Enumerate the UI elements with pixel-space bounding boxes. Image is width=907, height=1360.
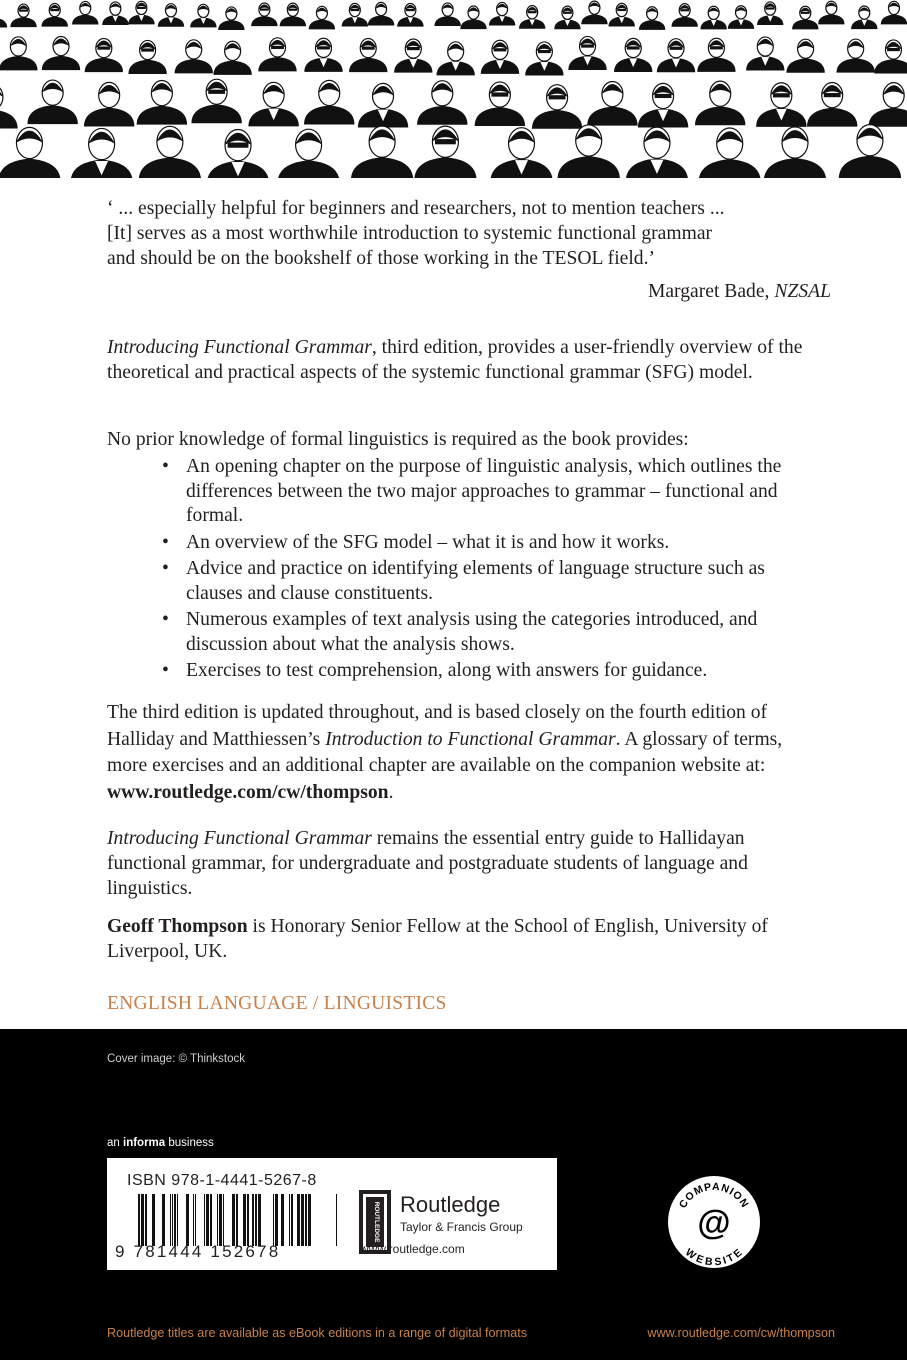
publisher-url[interactable]: www.routledge.com: [360, 1242, 465, 1256]
logo-vertical-text: ROUTLEDGE: [373, 1201, 380, 1243]
companion-url[interactable]: www.routledge.com/cw/thompson: [647, 1326, 835, 1340]
list-item-text: An overview of the SFG model – what it is and how it works.: [186, 531, 670, 553]
book-description: [107, 335, 827, 385]
publisher-name: Routledge: [400, 1192, 501, 1217]
quote-author: Margaret Bade,: [647, 281, 770, 302]
isbn-label: ISBN 978-1-4441-5267-8: [127, 1172, 317, 1189]
svg-text:@: @: [697, 1204, 731, 1242]
author-bio: [107, 914, 827, 964]
publisher-group: Taylor & Francis Group: [400, 1220, 523, 1234]
list-item: [160, 659, 820, 684]
footer-panel: [0, 1029, 907, 1360]
edition-text-c: .: [388, 781, 394, 803]
list-item: [160, 455, 820, 529]
ebook-note: Routledge titles are available as eBook editions in a range of digital formats: [107, 1326, 528, 1340]
summary-text: remains the essential entry guide to Hallidayan functional grammar, for undergraduate and postgraduate students of language and linguistics.: [107, 828, 748, 899]
summary-title-italic: Introducing Functional Grammar: [107, 828, 372, 849]
edition-note: [107, 700, 827, 806]
author-name: Geoff Thompson: [107, 916, 248, 937]
companion-website-at-icon: [666, 1174, 762, 1270]
edition-text-a: The third edition is updated throughout, and is based closely on the fourth edition of Halliday and Matthiessen’s: [107, 702, 768, 750]
book-title-italic: Introducing Functional Grammar: [107, 337, 372, 358]
quote-attribution: [648, 281, 831, 303]
list-item-text: Exercises to test comprehension, along with answers for guidance.: [186, 660, 708, 681]
badge-top-text: COMPANION: [676, 1180, 752, 1211]
barcode-number: 9 781444 152678: [115, 1242, 281, 1261]
list-item-text: An opening chapter on the purpose of linguistic analysis, which outlines the differences between the two major approaches to grammar – functional and formal.: [186, 456, 782, 526]
summary-paragraph: [107, 826, 827, 901]
subject-category: ENGLISH LANGUAGE / LINGUISTICS: [107, 993, 447, 1014]
review-quote: [107, 196, 827, 271]
features-intro: No prior knowledge of formal linguistics is required as the book provides:: [107, 429, 689, 450]
badge-bottom-text: WEBSITE: [682, 1246, 746, 1269]
barcode-icon: [125, 1194, 340, 1246]
quote-source: NZSAL: [774, 281, 831, 302]
reference-title-italic: Introduction to Functional Grammar: [325, 728, 616, 750]
list-item-text: Numerous examples of text analysis using the categories introduced, and discussion about what the analysis shows.: [186, 609, 758, 655]
informa-prefix: an: [107, 1137, 123, 1149]
list-item: [160, 608, 820, 657]
bullet-icon: •: [162, 456, 169, 477]
quote-line: [It] serves as a most worthwhile introduction to systemic functional grammar: [107, 223, 713, 244]
author-bio-text: is Honorary Senior Fellow at the School of English, University of Liverpool, UK.: [107, 916, 768, 962]
bullet-icon: •: [162, 531, 169, 553]
bullet-icon: •: [162, 609, 169, 630]
list-item: [160, 557, 820, 606]
list-item: [160, 531, 820, 556]
feature-list: [160, 455, 820, 686]
companion-website-link[interactable]: www.routledge.com/cw/thompson: [107, 781, 389, 803]
list-item-text: Advice and practice on identifying elements of language structure such as clauses and clause constituents.: [186, 558, 765, 604]
people-crowd-illustration: [0, 0, 907, 178]
edition-text-b: . A glossary of terms, more exercises and an additional chapter are available on the companion website at:: [107, 728, 783, 776]
cover-credit: Cover image: © Thinkstock: [107, 1053, 246, 1065]
bullet-icon: •: [162, 558, 169, 579]
quote-line: ‘ ... especially helpful for beginners and researchers, not to mention teachers ...: [107, 198, 725, 219]
informa-business: [107, 1137, 214, 1149]
description-text: , third edition, provides a user-friendly overview of the theoretical and practical aspects of the systemic functional grammar (SFG) model.: [107, 337, 803, 383]
isbn-box: [107, 1158, 557, 1270]
informa-suffix: business: [165, 1137, 214, 1149]
bullet-icon: •: [162, 660, 169, 681]
quote-line: and should be on the bookshelf of those working in the TESOL field.’: [107, 248, 655, 269]
informa-word: informa: [123, 1137, 166, 1149]
